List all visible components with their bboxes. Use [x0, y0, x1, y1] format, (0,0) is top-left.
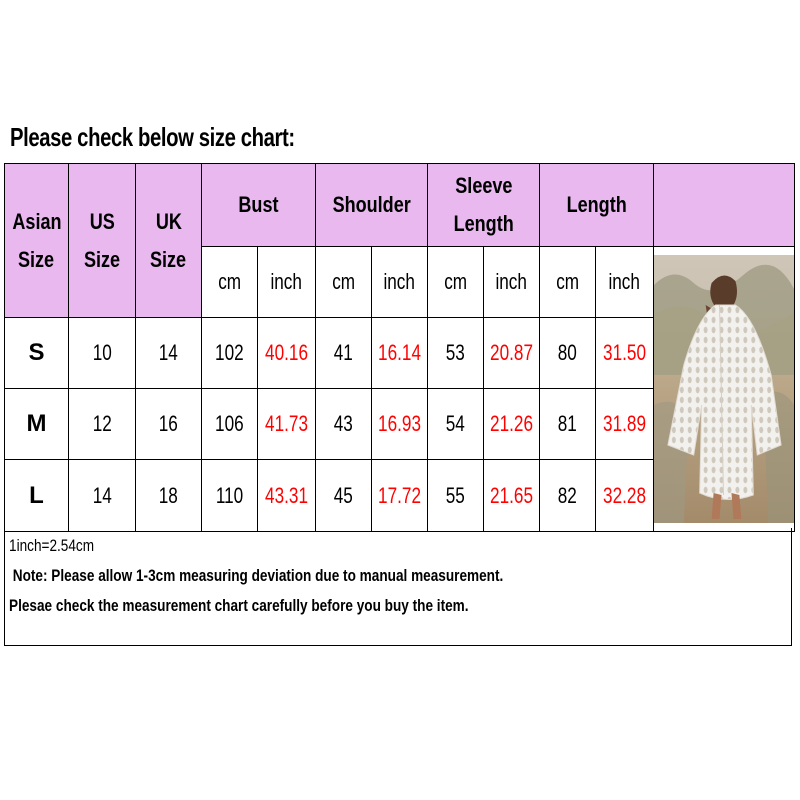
us-size-value: 14 — [69, 460, 136, 532]
sleeve-cm-value: 55 — [428, 460, 484, 532]
bust-cm-value: 102 — [202, 318, 258, 389]
size-label: L — [5, 460, 69, 532]
sleeve-cm-value: 54 — [428, 389, 484, 460]
unit-cm: cm — [540, 247, 596, 318]
uk-size-value: 18 — [136, 460, 202, 532]
unit-inch: inch — [372, 247, 428, 318]
shoulder-cm-value: 41 — [316, 318, 372, 389]
sleeve-inch-value: 21.26 — [484, 389, 540, 460]
header-length: Length — [540, 164, 654, 247]
uk-size-value: 14 — [136, 318, 202, 389]
size-label: M — [5, 389, 69, 460]
length-cm-value: 80 — [540, 318, 596, 389]
sleeve-inch-value: 21.65 — [484, 460, 540, 532]
sleeve-cm-value: 53 — [428, 318, 484, 389]
length-inch-value: 32.28 — [596, 460, 654, 532]
unit-cm: cm — [316, 247, 372, 318]
uk-size-value: 16 — [136, 389, 202, 460]
header-sleeve-length: Sleeve Length — [428, 164, 540, 247]
bust-inch-value: 41.73 — [258, 389, 316, 460]
length-inch-value: 31.89 — [596, 389, 654, 460]
header-uk-size: UK Size — [136, 164, 202, 318]
us-size-value: 10 — [69, 318, 136, 389]
shoulder-inch-value: 16.14 — [372, 318, 428, 389]
bust-cm-value: 110 — [202, 460, 258, 532]
product-photo-cell — [654, 247, 795, 532]
shoulder-cm-value: 45 — [316, 460, 372, 532]
length-inch-value: 31.50 — [596, 318, 654, 389]
bust-inch-value: 40.16 — [258, 318, 316, 389]
notes-box — [4, 528, 792, 646]
unit-cm: cm — [428, 247, 484, 318]
unit-cm: cm — [202, 247, 258, 318]
header-asian-size: Asian Size — [5, 164, 69, 318]
size-label: S — [5, 318, 69, 389]
length-cm-value: 82 — [540, 460, 596, 532]
conversion-note: 1inch=2.54cm — [9, 536, 95, 555]
shoulder-cm-value: 43 — [316, 389, 372, 460]
bust-inch-value: 43.31 — [258, 460, 316, 532]
header-shoulder: Shoulder — [316, 164, 428, 247]
shoulder-inch-value: 17.72 — [372, 460, 428, 532]
product-photo — [654, 255, 794, 523]
header-us-size: US Size — [69, 164, 136, 318]
header-bust: Bust — [202, 164, 316, 247]
unit-inch: inch — [596, 247, 654, 318]
header-blank-cell — [654, 164, 795, 247]
deviation-note: Note: Please allow 1-3cm measuring deviation due to manual measurement. — [9, 566, 504, 585]
check-chart-note: Plesae check the measurement chart carefully before you buy the item. — [9, 596, 469, 615]
page-title: Please check below size chart: — [10, 122, 295, 152]
shoulder-inch-value: 16.93 — [372, 389, 428, 460]
unit-inch: inch — [484, 247, 540, 318]
unit-inch: inch — [258, 247, 316, 318]
sleeve-inch-value: 20.87 — [484, 318, 540, 389]
bust-cm-value: 106 — [202, 389, 258, 460]
length-cm-value: 81 — [540, 389, 596, 460]
us-size-value: 12 — [69, 389, 136, 460]
size-chart-table — [4, 163, 795, 532]
